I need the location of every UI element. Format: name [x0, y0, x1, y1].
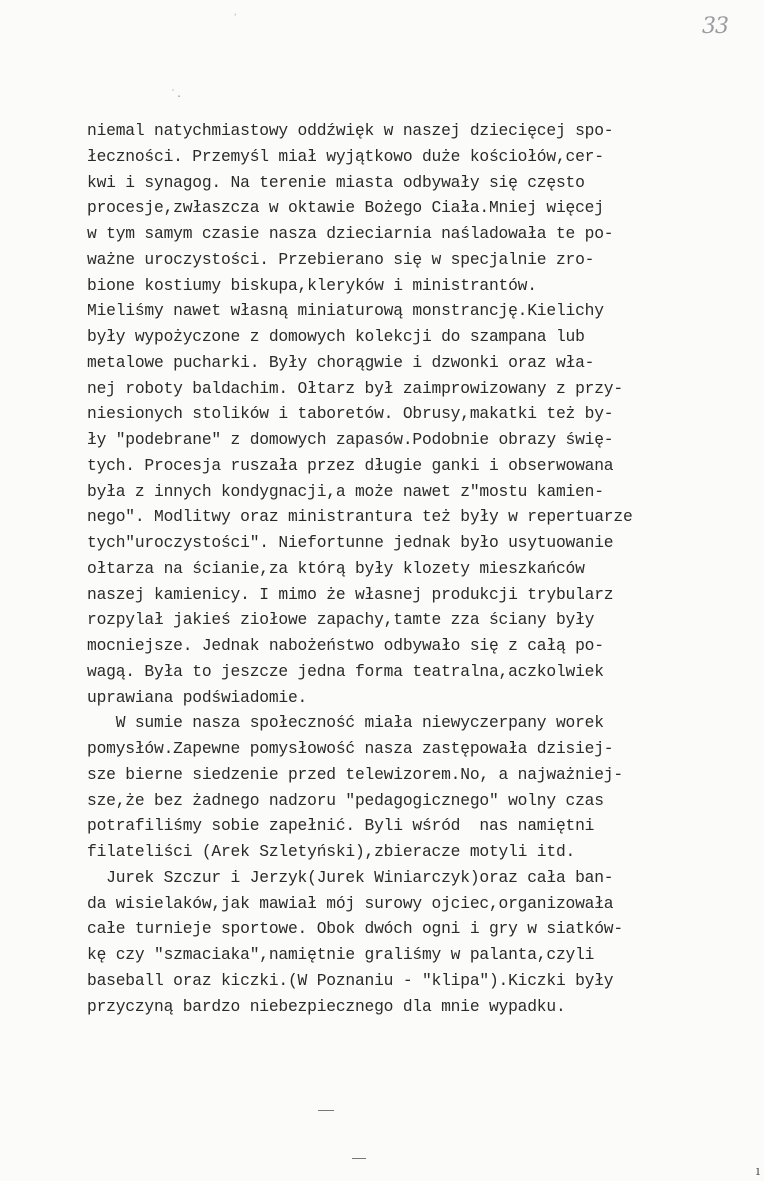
text-line: filateliści (Arek Szletyński),zbieracze motyli itd. — [87, 842, 576, 861]
text-line: da wisielaków,jak mawiał mój surowy ojciec,organizowała — [87, 893, 614, 913]
text-line: niemal natychmiastowy oddźwięk w naszej dziecięcej spo- — [87, 121, 614, 140]
text-line: W sumie nasza społeczność miała niewyczerpany worek — [87, 713, 604, 733]
stray-mark: ˙. — [170, 90, 183, 101]
page-number: 33 — [702, 14, 728, 39]
text-line: łeczności. Przemyśl miał wyjątkowo duże kościołów,cer- — [87, 146, 604, 166]
text-line: Jurek Szczur i Jerzyk(Jurek Winiarczyk)oraz cała ban- — [87, 867, 614, 887]
text-line: całe turnieje sportowe. Obok dwóch ogni i gry w siatków- — [87, 919, 623, 939]
text-line: nej roboty baldachim. Ołtarz był zaimprowizowany z przy- — [87, 378, 623, 398]
text-line: naszej kamienicy. I mimo że własnej produkcji trybularz — [87, 584, 614, 604]
text-line: była z innych kondygnacji,a może nawet z"mostu kamien- — [87, 481, 604, 501]
text-line: tych. Procesja ruszała przez długie ganki i obserwowana — [87, 455, 614, 475]
text-line: wagą. Była to jeszcze jedna forma teatralna,aczkolwiek — [87, 661, 604, 681]
corner-mark: ı — [755, 1164, 760, 1179]
text-line: ły "podebrane" z domowych zapasów.Podobnie obrazy świę- — [87, 430, 614, 449]
typewritten-text — [87, 118, 697, 1019]
separator-dash — [352, 1158, 366, 1159]
text-line: metalowe pucharki. Były chorągwie i dzwonki oraz wła- — [87, 352, 595, 372]
separator-dash — [318, 1110, 334, 1111]
text-line: ołtarza na ścianie,za którą były klozety mieszkańców — [87, 558, 585, 578]
text-line: przyczyną bardzo niebezpiecznego dla mnie wypadku. — [87, 996, 566, 1016]
text-line: kę czy "szmaciaka",namiętnie graliśmy w palanta,czyli — [87, 945, 595, 964]
text-line: w tym samym czasie nasza dzieciarnia naśladowała te po- — [87, 224, 614, 243]
text-line: bione kostiumy biskupa,kleryków i ministrantów. — [87, 275, 537, 295]
text-line: Mieliśmy nawet własną miniaturową monstrancję.Kielichy — [87, 301, 604, 321]
text-line: mocniejsze. Jednak nabożeństwo odbywało się z całą po- — [87, 636, 604, 655]
text-line: baseball oraz kiczki.(W Poznaniu - "klipa").Kiczki były — [87, 970, 614, 990]
text-line: ważne uroczystości. Przebierano się w specjalnie zro- — [87, 249, 595, 269]
text-line: procesje,zwłaszcza w oktawie Bożego Ciała.Mniej więcej — [87, 198, 604, 218]
text-line: kwi i synagog. Na terenie miasta odbywały się często — [87, 172, 585, 192]
text-line: były wypożyczone z domowych kolekcji do szampana lub — [87, 327, 585, 346]
text-line: nego". Modlitwy oraz ministrantura też były w repertuarze — [87, 507, 633, 527]
text-line: uprawiana podświadomie. — [87, 687, 308, 707]
text-line: sze bierne siedzenie przed telewizorem.No, a najważniej- — [87, 764, 623, 784]
text-line: tych"uroczystości". Niefortunne jednak było usytuowanie — [87, 533, 614, 552]
text-line: pomysłów.Zapewne pomysłowość nasza zastępowała dzisiej- — [87, 739, 614, 758]
text-line: niesionych stolików i taboretów. Obrusy,makatki też by- — [87, 404, 614, 424]
stray-mark: ʾ — [232, 14, 239, 25]
text-line: potrafiliśmy sobie zapełnić. Byli wśród nas namiętni — [87, 816, 595, 836]
text-line: rozpylał jakieś ziołowe zapachy,tamte zza ściany były — [87, 610, 595, 630]
text-line: sze,że bez żadnego nadzoru "pedagogicznego" wolny czas — [87, 790, 604, 810]
